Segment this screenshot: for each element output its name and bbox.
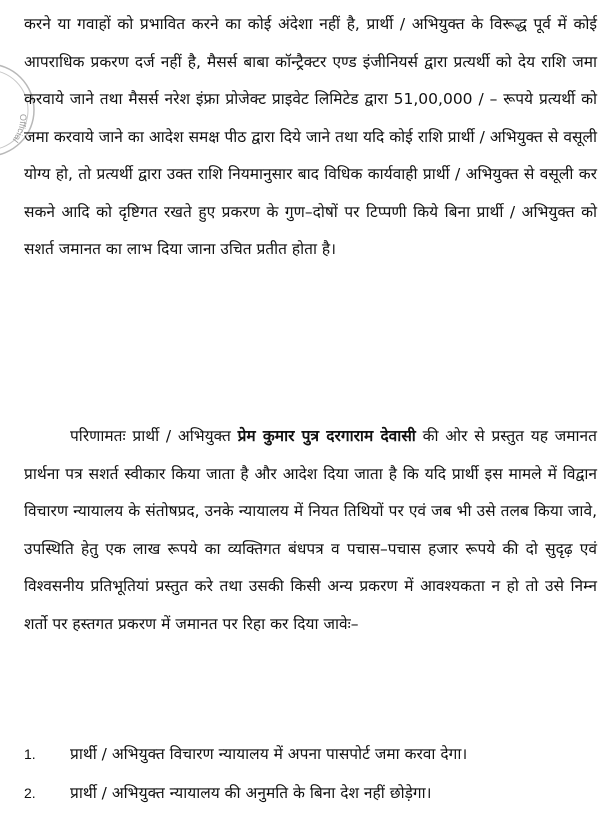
condition-item — [24, 736, 604, 774]
condition-item — [24, 775, 604, 813]
accused-name: प्रेम कुमार पुत्र दरगाराम देवासी — [237, 427, 416, 445]
condition-text: प्रार्थी / अभियुक्त न्यायालय की अनुमति के बिना देश नहीं छोड़ेगा। — [70, 784, 432, 802]
order-body-text: की ओर से प्रस्तुत यह जमानत प्रार्थना पत्र सशर्त स्वीकार किया जाता है और आदेश दिया जाता है कि यदि प्रार्थी इस मामले में विद्वान विचारण न्यायालय के संतोषप्रद, उनके न्यायालय में नियत तिथियों पर एवं जब भी उसे तलब किया जावे, उपस्थिति हेतु एक लाख रूपये का व्यक्तिगत बंधपत्र व पचास–पचास हजार रूपये की दो सुदृढ़ एवं विश्वसनीय प्रतिभूतियां प्रस्तुत करे तथा उसकी किसी अन्य प्रकरण में आवश्यकता न हो तो उसे निम्न शर्तो पर हस्तगत प्रकरण में जमानत पर रिहा कर दिया जावेः– — [24, 427, 597, 633]
condition-number: 2. — [24, 785, 36, 801]
paragraph-observations: करने या गवाहों को प्रभावित करने का कोई अंदेशा नहीं है, प्रार्थी / अभियुक्त के विरूद्ध पूर्व में कोई आपराधिक प्रकरण दर्ज नहीं है, मैसर्स बाबा कॉन्ट्रैक्टर एण्ड इंजीनियर्स द्वारा प्रत्यर्थी को देय राशि जमा करवाये जाने तथा मैसर्स नरेश इंफ्रा प्रोजेक्ट प्राइवेट लिमिटेड द्वारा 51,00,000 / – रूपये प्रत्यर्थी को जमा करवाये जाने का आदेश समक्ष पीठ द्वारा दिये जाने तथा यदि कोई राशि प्रार्थी / अभियुक्त से वसूली योग्य हो, तो प्रत्यर्थी द्वारा उक्त राशि नियमानुसार बाद विधिक कार्यवाही प्रार्थी / अभियुक्त से वसूली कर सकने आदि को दृष्टिगत रखते हुए प्रकरण के गुण–दोषों पर टिप्पणी किये बिना प्रार्थी / अभियुक्त को सशर्त जमानत का लाभ दिया जाना उचित प्रतीत होता है। — [24, 15, 597, 258]
condition-text: प्रार्थी / अभियुक्त विचारण न्यायालय में अपना पासपोर्ट जमा करवा देगा। — [70, 745, 468, 763]
order-intro-text: परिणामतः प्रार्थी / अभियुक्त — [70, 427, 238, 445]
seal-text-side: Official — [10, 113, 29, 145]
condition-number: 1. — [24, 746, 36, 762]
paragraph-order — [24, 418, 597, 643]
